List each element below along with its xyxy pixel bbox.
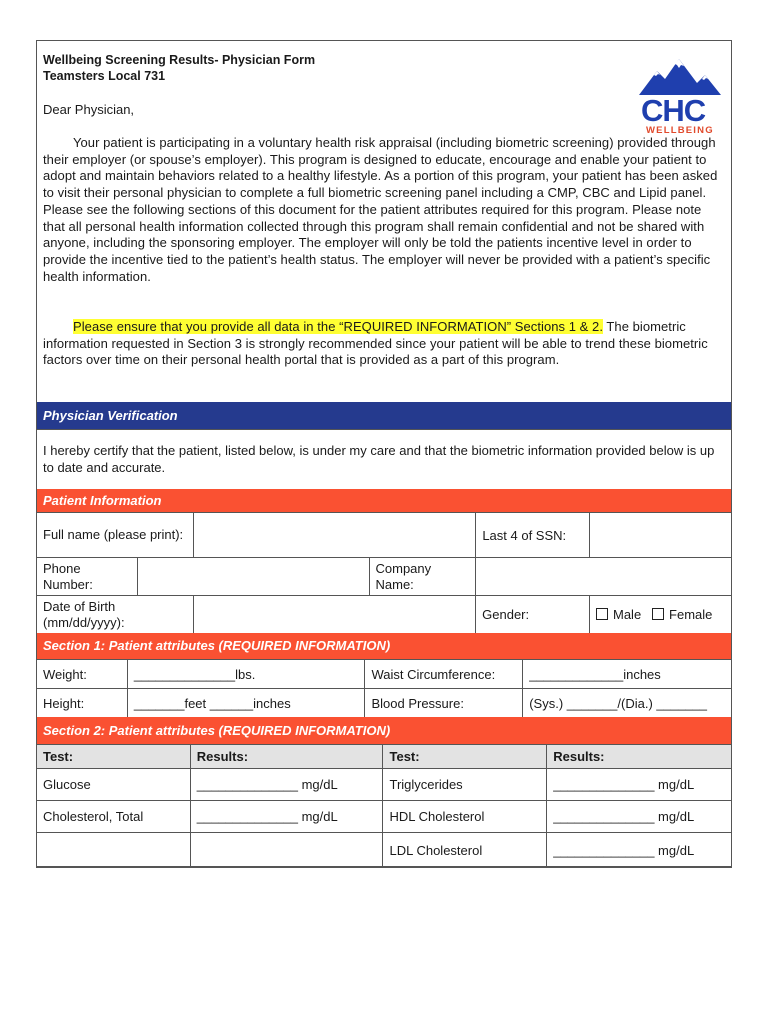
- weight-field[interactable]: ______________lbs.: [127, 660, 365, 689]
- waist-field[interactable]: _____________inches: [523, 660, 732, 689]
- col-test-left: Test:: [37, 745, 191, 769]
- gender-label: Gender:: [476, 596, 590, 634]
- male-label: Male: [613, 607, 642, 622]
- test-name: Glucose: [37, 769, 191, 801]
- dob-field[interactable]: [193, 596, 475, 634]
- physician-form: [36, 40, 732, 867]
- ssn-field[interactable]: [590, 513, 732, 558]
- table-row: [37, 769, 732, 801]
- result-field[interactable]: [190, 833, 383, 868]
- phone-label: Phone Number:: [43, 560, 93, 592]
- table-row: [37, 801, 732, 833]
- full-name-field[interactable]: [193, 513, 476, 558]
- logo-text: CHC: [641, 93, 706, 128]
- required-info-paragraph: [43, 319, 725, 369]
- col-results-right: Results:: [547, 745, 732, 769]
- ssn-label: Last 4 of SSN:: [476, 513, 590, 558]
- salutation: Dear Physician,: [43, 102, 135, 117]
- female-checkbox[interactable]: [652, 608, 664, 620]
- test-name: Triglycerides: [383, 769, 547, 801]
- test-name: LDL Cholesterol: [383, 833, 547, 868]
- waist-label: Waist Circumference:: [365, 660, 523, 689]
- weight-label: Weight:: [37, 660, 128, 689]
- form-title: Wellbeing Screening Results- Physician Form: [43, 53, 316, 67]
- dob-label: Date of Birth (mm/dd/yyyy):: [43, 598, 125, 630]
- physician-verification-heading: Physician Verification: [37, 402, 731, 429]
- form-subtitle: Teamsters Local 731: [43, 69, 166, 83]
- paragraph-continuation: The biometric information requested in Section 3 is strongly recommended since your patient will be able to trend these biometric factors over time on their personal health portal that is provided as a part of this program.: [43, 319, 708, 368]
- result-field[interactable]: ______________ mg/dL: [190, 769, 383, 801]
- patient-info-heading: Patient Information: [37, 489, 731, 512]
- section1-table: [36, 659, 732, 718]
- col-test-right: Test:: [383, 745, 547, 769]
- company-label: Company Name:: [375, 560, 432, 592]
- result-field[interactable]: ______________ mg/dL: [547, 769, 732, 801]
- gender-options: [590, 596, 732, 634]
- height-field[interactable]: _______feet ______inches: [127, 689, 365, 718]
- certification-statement: I hereby certify that the patient, listed below, is under my care and that the biometric information provided below is up to date and accurate.: [43, 443, 715, 475]
- result-field[interactable]: ______________ mg/dL: [547, 801, 732, 833]
- full-name-label: Full name (please print):: [43, 527, 184, 542]
- height-label: Height:: [37, 689, 128, 718]
- intro-section: [37, 41, 731, 430]
- logo-subtext: WELLBEING: [646, 125, 714, 136]
- test-name: Cholesterol, Total: [37, 801, 191, 833]
- bp-field[interactable]: (Sys.) _______/(Dia.) _______: [523, 689, 732, 718]
- company-field[interactable]: [476, 558, 732, 596]
- section2-table: [36, 744, 732, 868]
- bp-label: Blood Pressure:: [365, 689, 523, 718]
- patient-dob-table: [36, 595, 732, 634]
- test-name: [37, 833, 191, 868]
- patient-info-table: [36, 512, 732, 558]
- section2-heading: Section 2: Patient attributes (REQUIRED INFORMATION): [37, 717, 731, 744]
- result-field[interactable]: ______________ mg/dL: [547, 833, 732, 868]
- section1-heading: Section 1: Patient attributes (REQUIRED INFORMATION): [37, 633, 731, 659]
- test-name: HDL Cholesterol: [383, 801, 547, 833]
- intro-paragraph: Your patient is participating in a voluntary health risk appraisal (including biometric screening) provided through their employer (or spouse’s employer). This program is designed to educate, encourage and enable your patient to adopt and maintain behaviors related to a healthy lifestyle. As a portion of this program, your patient has been asked to visit their personal physician to complete a full biometric screening panel including a CMP, CBC and Lipid panel. Please see the following sections of this document for the patient attributes required for this program. Please note that all personal health information collected through this program shall remain confidential and not be shared with anyone, including the sponsoring employer. The employer will only be told the patients incentive level in order to provide the incentive tied to the patient’s health status. The employer will never be provided with a patient’s specific health information.: [43, 135, 718, 284]
- male-checkbox[interactable]: [596, 608, 608, 620]
- result-field[interactable]: ______________ mg/dL: [190, 801, 383, 833]
- col-results-left: Results:: [190, 745, 383, 769]
- highlighted-instruction: Please ensure that you provide all data in the “REQUIRED INFORMATION” Sections 1 & 2.: [73, 319, 603, 334]
- female-label: Female: [669, 607, 713, 622]
- phone-field[interactable]: [137, 558, 369, 596]
- table-row: [37, 833, 732, 868]
- patient-contact-table: [36, 557, 732, 596]
